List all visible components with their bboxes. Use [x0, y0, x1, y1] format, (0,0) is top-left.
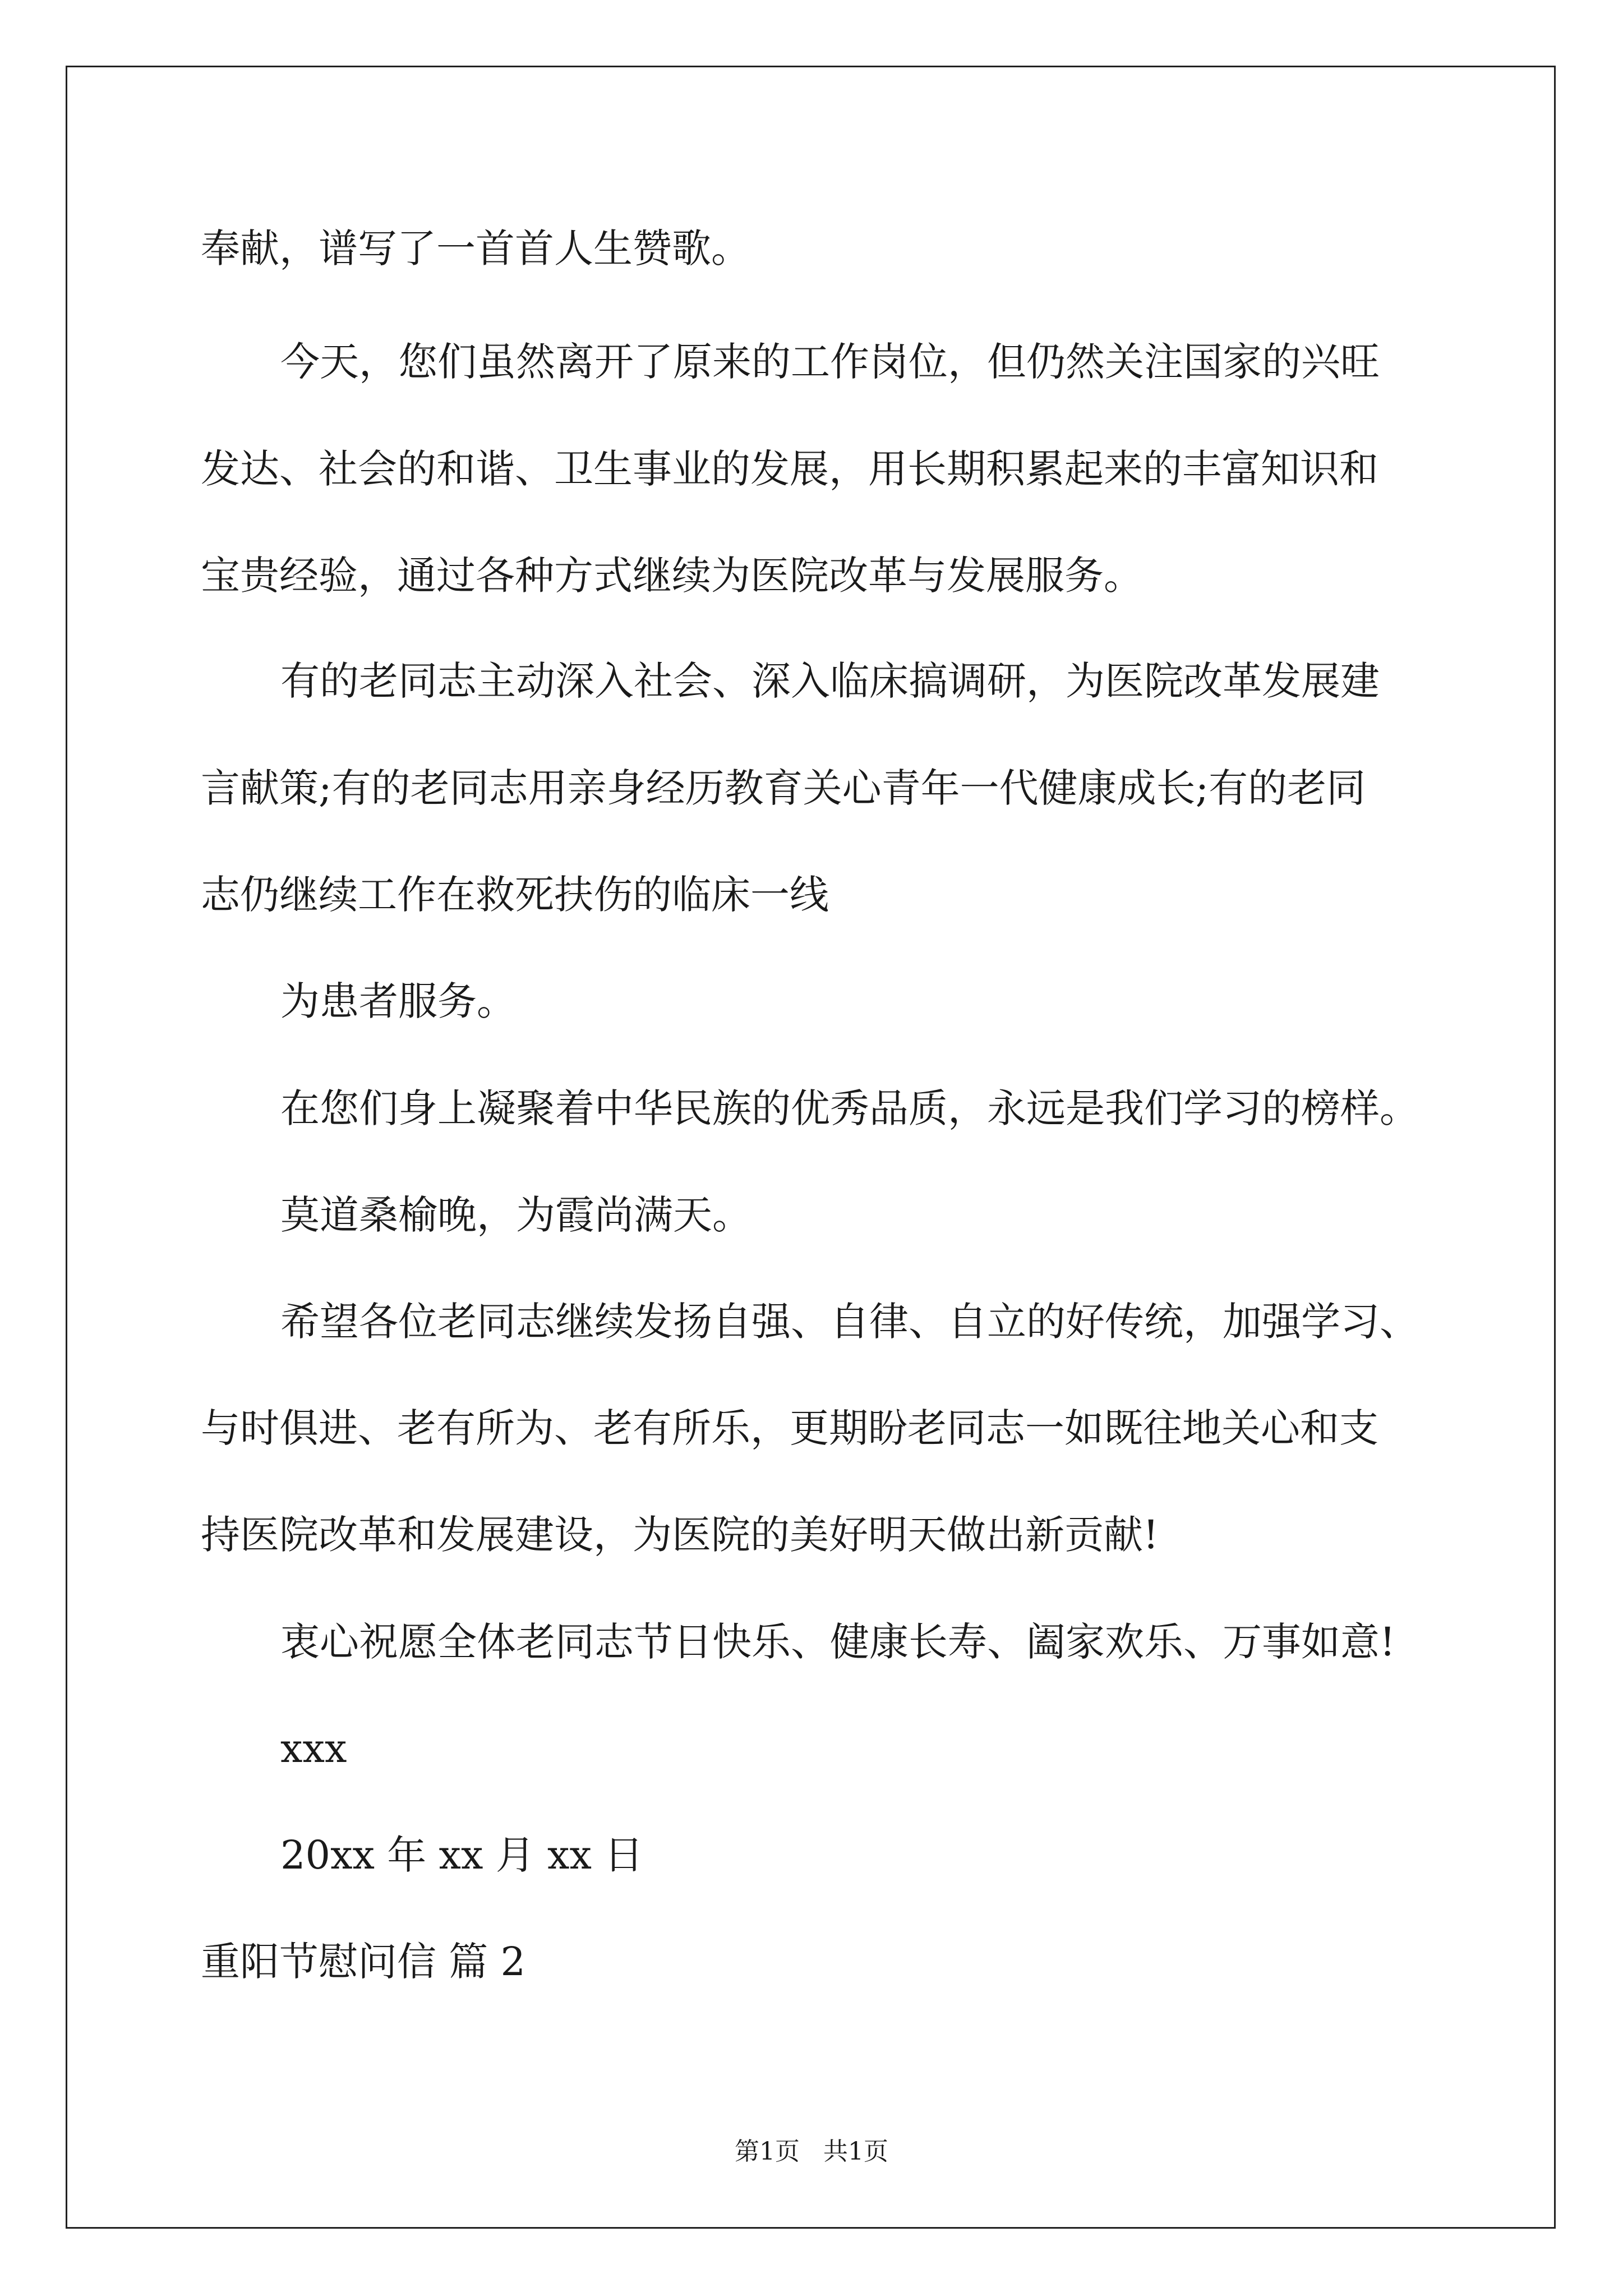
text-line: 言献策;有的老同志用亲身经历教育关心青年一代健康成长;有的老同 [201, 765, 1366, 811]
text-line: 宝贵经验，通过各种方式继续为医院改革与发展服务。 [201, 553, 1143, 599]
text-line: 莫道桑榆晚，为霞尚满天。 [280, 1192, 751, 1238]
page-footer: 第1页 共1页 [735, 2137, 888, 2166]
text-line: 与时俱进、老有所为、老有所乐，更期盼老同志一如既往地关心和支 [201, 1405, 1378, 1451]
text-line: 衷心祝愿全体老同志节日快乐、健康长寿、阖家欢乐、万事如意! [280, 1619, 1396, 1665]
text-line: 为患者服务。 [280, 978, 516, 1024]
text-line: 发达、社会的和谐、卫生事业的发展，用长期积累起来的丰富知识和 [201, 446, 1378, 492]
text-line: 希望各位老同志继续发扬自强、自律、自立的好传统，加强学习、 [280, 1299, 1419, 1345]
text-line: 有的老同志主动深入社会、深入临床搞调研，为医院改革发展建 [280, 658, 1380, 704]
text-line: 奉献，谱写了一首首人生赞歌。 [201, 226, 750, 272]
date-line: 20xx 年 xx 月 xx 日 [280, 1832, 644, 1878]
section-title: 重阳节慰问信 篇 2 [201, 1939, 526, 1985]
text-line: 今天，您们虽然离开了原来的工作岗位，但仍然关注国家的兴旺 [280, 339, 1380, 385]
text-line: 志仍继续工作在救死扶伤的临床一线 [201, 872, 829, 918]
text-line: 在您们身上凝聚着中华民族的优秀品质，永远是我们学习的榜样。 [280, 1085, 1419, 1131]
page-border [66, 66, 1556, 2229]
text-line: 持医院改革和发展建设，为医院的美好明天做出新贡献! [201, 1512, 1159, 1558]
signature: xxx [280, 1726, 347, 1772]
